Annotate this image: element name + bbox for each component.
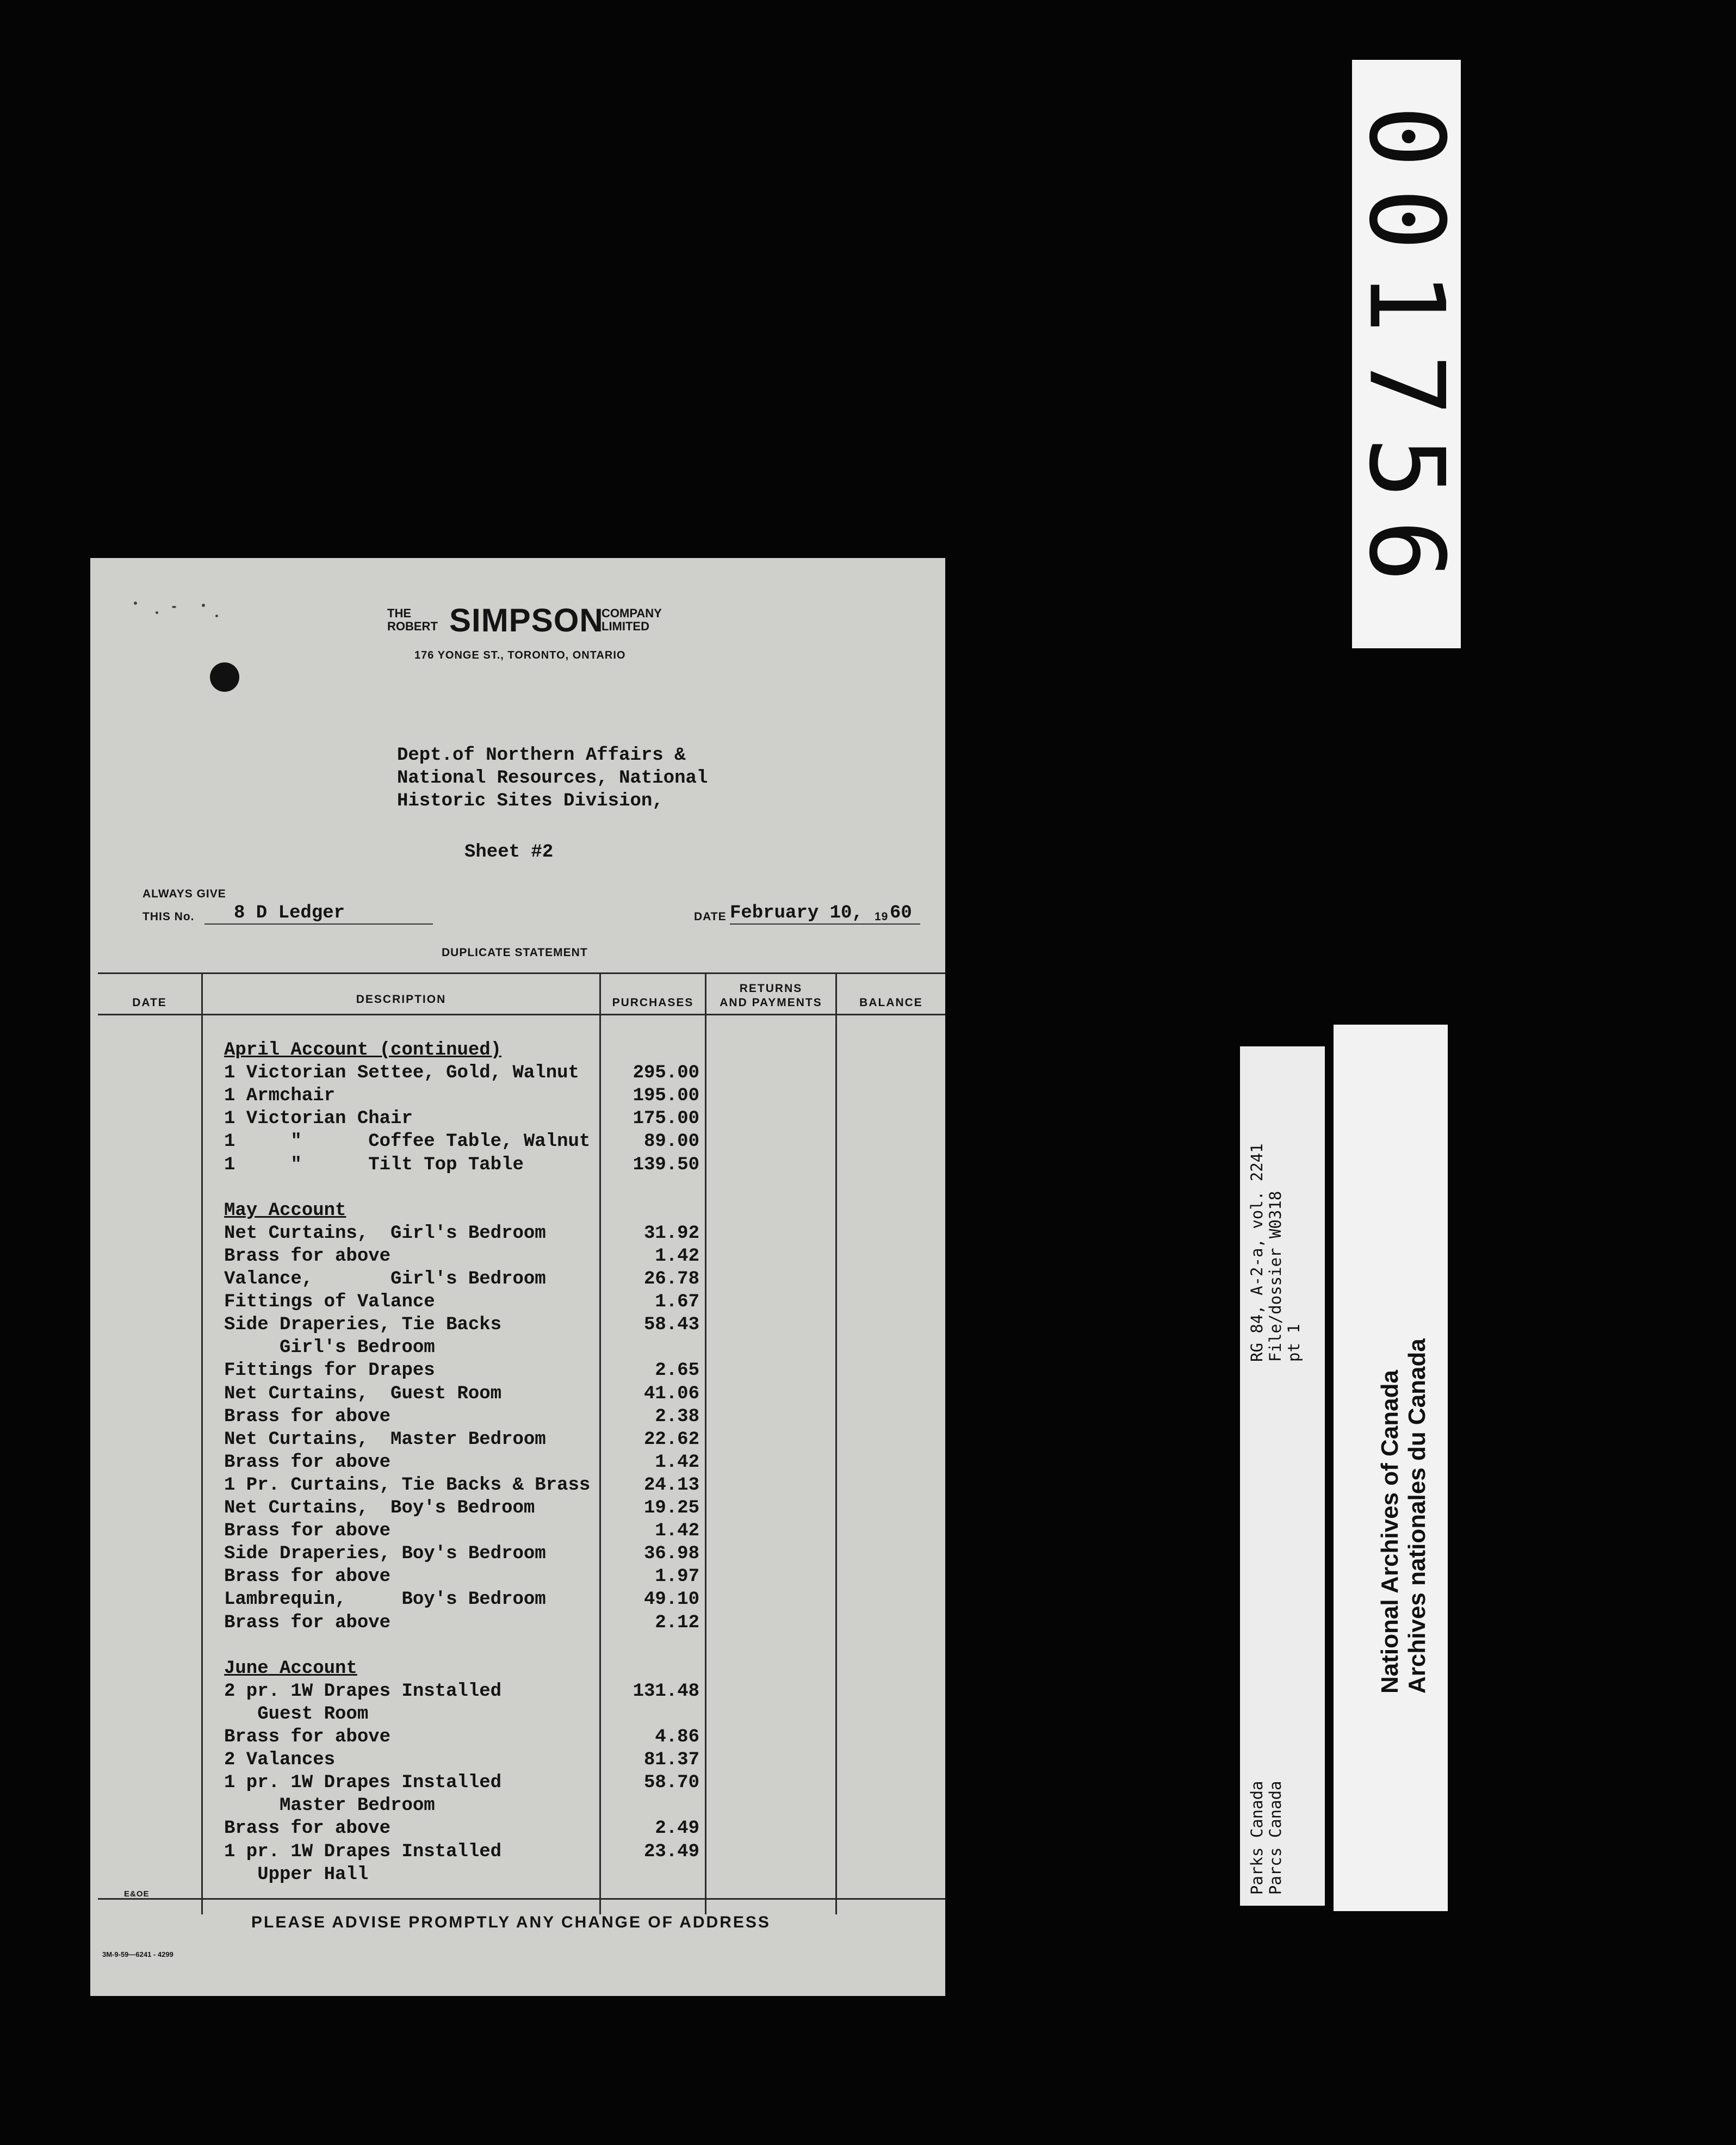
row-description: 1 Pr. Curtains, Tie Backs & Brass — [224, 1475, 591, 1496]
always-give-label-2: THIS No. — [142, 910, 195, 923]
row-amount: 49.10 — [643, 1589, 699, 1610]
row-description: Brass for above — [224, 1727, 391, 1747]
row-amount: 81.37 — [643, 1750, 699, 1770]
row-amount: 58.43 — [643, 1315, 699, 1335]
row-description: Upper Hall — [224, 1864, 369, 1885]
row-description: 1 Armchair — [224, 1086, 336, 1106]
table-top-rule — [98, 972, 945, 974]
addressee-line-2: National Resources, National — [397, 768, 708, 789]
agency-line-1: Parks Canada — [1248, 1781, 1266, 1895]
row-description: Net Curtains, Master Bedroom — [224, 1429, 546, 1450]
row-description: 1 pr. 1W Drapes Installed — [224, 1772, 502, 1793]
col-divider-date — [201, 972, 203, 1914]
company-the: THE — [387, 606, 411, 620]
row-description: Side Draperies, Tie Backs — [224, 1315, 502, 1335]
row-amount: 31.92 — [643, 1223, 699, 1244]
row-amount: 175.00 — [633, 1108, 699, 1129]
row-amount: 1.67 — [655, 1292, 699, 1312]
company-robert: ROBERT — [387, 619, 438, 633]
row-amount: 19.25 — [643, 1498, 699, 1518]
section-heading: May Account — [224, 1200, 346, 1221]
row-description: Fittings of Valance — [224, 1292, 435, 1312]
row-amount: 89.00 — [643, 1131, 699, 1152]
ledger-number: 8 D Ledger — [234, 903, 345, 923]
date-century: 19 — [875, 910, 889, 923]
agency-line-2: Parcs Canada — [1266, 1781, 1285, 1895]
row-description: 2 pr. 1W Drapes Installed — [224, 1681, 502, 1702]
row-description: 1 Victorian Settee, Gold, Walnut — [224, 1063, 579, 1083]
company-limited: LIMITED — [602, 619, 649, 633]
eoe-mark: E&OE — [124, 1889, 150, 1899]
col-header-purchases: PURCHASES — [612, 996, 694, 1009]
col-header-returns-1: RETURNS — [739, 982, 803, 995]
row-amount: 1.42 — [655, 1521, 699, 1541]
row-description: Master Bedroom — [224, 1795, 435, 1816]
row-amount: 22.62 — [643, 1429, 699, 1450]
statement-sheet — [90, 558, 945, 1996]
row-amount: 1.42 — [655, 1452, 699, 1473]
row-amount: 1.97 — [655, 1566, 699, 1587]
row-description: Brass for above — [224, 1521, 391, 1541]
company-address: 176 YONGE ST., TORONTO, ONTARIO — [414, 649, 626, 661]
row-amount: 1.42 — [655, 1246, 699, 1267]
row-description: Guest Room — [224, 1704, 369, 1725]
archives-slip — [1334, 1025, 1448, 1911]
row-amount: 139.50 — [633, 1155, 699, 1175]
row-description: Fittings for Drapes — [224, 1360, 435, 1381]
row-description: 1 " Tilt Top Table — [224, 1155, 524, 1175]
row-amount: 4.86 — [655, 1727, 699, 1747]
col-header-returns-2: AND PAYMENTS — [720, 996, 822, 1009]
row-description: Brass for above — [224, 1613, 391, 1633]
row-amount: 2.12 — [655, 1613, 699, 1633]
table-bottom-rule — [98, 1898, 945, 1900]
row-amount: 41.06 — [643, 1384, 699, 1404]
row-description: Net Curtains, Boy's Bedroom — [224, 1498, 535, 1518]
row-description: Girl's Bedroom — [224, 1337, 435, 1358]
row-description: Lambrequin, Boy's Bedroom — [224, 1589, 546, 1610]
reference-line-2: File/dossier W0318 — [1266, 1191, 1285, 1362]
col-header-description: DESCRIPTION — [356, 993, 447, 1006]
row-description: 2 Valances — [224, 1750, 336, 1770]
reference-line-3: pt 1 — [1285, 1324, 1303, 1362]
row-amount: 36.98 — [643, 1543, 699, 1564]
reference-line-1: RG 84, A-2-a, vol. 2241 — [1248, 1143, 1266, 1362]
punch-hole — [210, 662, 239, 692]
frame-number: 001756 — [1346, 105, 1467, 603]
ledger-underline — [204, 923, 433, 925]
reference-slip — [1240, 1046, 1325, 1906]
row-amount: 195.00 — [633, 1086, 699, 1106]
company-company: COMPANY — [602, 606, 662, 620]
col-divider-returns — [835, 972, 837, 1914]
footer-notice: PLEASE ADVISE PROMPTLY ANY CHANGE OF ADDRESS — [251, 1913, 771, 1931]
row-amount: 131.48 — [633, 1681, 699, 1702]
date-value: February 10, — [730, 903, 863, 923]
row-description: Side Draperies, Boy's Bedroom — [224, 1543, 546, 1564]
row-description: 1 pr. 1W Drapes Installed — [224, 1842, 502, 1862]
row-description: Brass for above — [224, 1566, 391, 1587]
row-description: Brass for above — [224, 1818, 391, 1839]
row-amount: 58.70 — [643, 1772, 699, 1793]
col-divider-purchases — [705, 972, 706, 1914]
row-amount: 24.13 — [643, 1475, 699, 1496]
section-heading: April Account (continued) — [224, 1040, 502, 1061]
row-amount: 295.00 — [633, 1063, 699, 1083]
row-amount: 2.38 — [655, 1406, 699, 1427]
col-header-date: DATE — [132, 996, 167, 1009]
archives-name-en: National Archives of Canada — [1377, 1370, 1403, 1694]
row-description: Net Curtains, Guest Room — [224, 1384, 502, 1404]
company-name: SIMPSON — [449, 602, 604, 638]
table-header-rule — [98, 1014, 945, 1015]
row-description: Net Curtains, Girl's Bedroom — [224, 1223, 546, 1244]
row-amount: 26.78 — [643, 1269, 699, 1290]
row-description: 1 " Coffee Table, Walnut — [224, 1131, 591, 1152]
row-amount: 2.65 — [655, 1360, 699, 1381]
section-heading: June Account — [224, 1658, 357, 1679]
addressee-line-3: Historic Sites Division, — [397, 791, 664, 811]
row-description: Brass for above — [224, 1452, 391, 1473]
form-code: 3M-9-59—6241 - 4299 — [102, 1950, 173, 1958]
addressee-line-1: Dept.of Northern Affairs & — [397, 745, 686, 766]
date-underline — [730, 923, 920, 925]
row-amount: 23.49 — [643, 1842, 699, 1862]
statement-type: DUPLICATE STATEMENT — [442, 946, 588, 959]
row-description: Valance, Girl's Bedroom — [224, 1269, 546, 1290]
row-amount: 2.49 — [655, 1818, 699, 1839]
frame-number-stamp — [1346, 60, 1467, 648]
sheet-number: Sheet #2 — [464, 842, 554, 863]
date-year: 60 — [890, 903, 912, 923]
col-header-balance: BALANCE — [859, 996, 923, 1009]
row-description: Brass for above — [224, 1246, 391, 1267]
date-label: DATE — [694, 910, 727, 923]
archives-name-fr: Archives nationales du Canada — [1404, 1338, 1430, 1694]
always-give-label-1: ALWAYS GIVE — [142, 888, 226, 900]
row-description: Brass for above — [224, 1406, 391, 1427]
row-description: 1 Victorian Chair — [224, 1108, 413, 1129]
